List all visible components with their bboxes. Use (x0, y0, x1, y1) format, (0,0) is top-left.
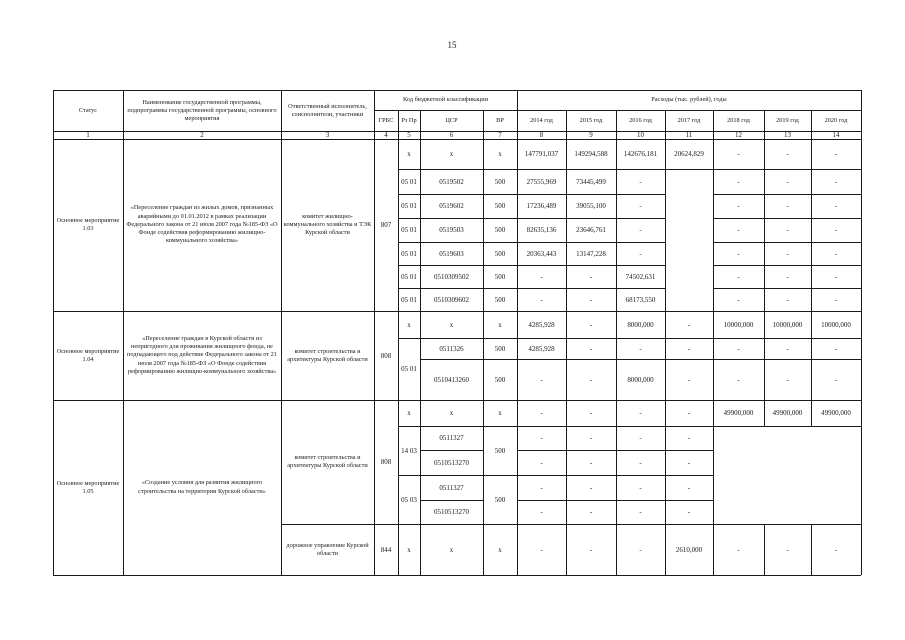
table-cell-amount: - (540, 458, 543, 467)
table-cell-vr: 500 (494, 495, 506, 504)
table-vline (764, 524, 765, 575)
table-vline (811, 400, 812, 426)
table-hline (398, 194, 665, 195)
table-cell-csr: 0510413260 (434, 375, 469, 384)
table-cell-rzpr: 05 01 (401, 295, 417, 304)
table-cell-rzpr: 05 01 (401, 226, 417, 234)
header-budget-code: Код бюджетной классификации (403, 96, 488, 103)
table-cell-amount: - (786, 545, 789, 554)
table-cell-amount: 4285,928 (528, 344, 555, 353)
column-number: 5 (407, 131, 411, 139)
table-cell-amount: - (540, 375, 543, 384)
column-number: 14 (832, 131, 840, 139)
table-cell-amount: - (589, 545, 593, 554)
column-number: 9 (589, 131, 593, 139)
table-cell-amount: - (737, 295, 740, 304)
table-cell-amount: 149294,588 (574, 150, 608, 158)
table-cell-amount: - (589, 344, 593, 353)
table-cell-amount: - (737, 202, 740, 210)
table-cell-amount: 2610,000 (675, 545, 703, 554)
header-name: Наименование государственной программы, подпрограммы государственной программы, основного мероприятия (127, 98, 277, 122)
table-vline (616, 139, 617, 311)
event-grbs: 807 (380, 221, 392, 229)
event-responsible: комитет жилищно-коммунального хозяйства и ТЭК Курской области (283, 213, 372, 236)
table-cell-amount: 73445,499 (576, 177, 606, 186)
table-cell-rzpr: 05 03 (401, 495, 417, 504)
table-hline (420, 359, 861, 360)
table-vline (616, 400, 617, 575)
table-cell-amount: - (834, 150, 838, 158)
table-cell-csr: 0519602 (439, 202, 464, 210)
table-vline (483, 311, 484, 400)
table-vline (616, 311, 617, 400)
table-vline (281, 139, 282, 575)
table-cell-amount: 20624,829 (674, 150, 704, 158)
table-cell-amount: - (737, 150, 740, 158)
table-cell-amount: 142676,181 (623, 150, 658, 158)
table-cell-rzpr: 05 01 (401, 249, 417, 258)
table-hline (713, 169, 861, 170)
header-rzpr: Рз Пр (401, 116, 417, 124)
table-cell-amount: 10000,000 (772, 320, 803, 329)
table-vline (517, 139, 518, 311)
table-cell-amount: - (786, 295, 789, 304)
table-cell-amount: - (737, 226, 740, 234)
table-cell-rzpr: 14 03 (401, 446, 417, 455)
table-hline (398, 169, 665, 170)
table-vline (420, 400, 421, 575)
table-cell-amount: 8000,000 (627, 320, 654, 329)
table-hline (517, 450, 713, 451)
table-cell-amount: - (639, 177, 642, 186)
table-cell-amount: - (786, 202, 789, 210)
event-responsible: комитет строительства и архитектуры Курской области (287, 454, 368, 469)
header-year-2019: 2019 год (776, 116, 799, 124)
header-expenses: Расходы (тыс. рублей), годы (651, 96, 727, 103)
page-number: 15 (447, 40, 457, 50)
table-cell-amount: - (687, 344, 691, 353)
table-vline (566, 110, 567, 139)
table-cell-amount: - (589, 375, 593, 384)
table-vline (53, 90, 54, 139)
table-vline (483, 110, 484, 139)
table-cell-csr: х (449, 409, 454, 417)
table-cell-amount: - (786, 249, 789, 258)
table-cell-amount: - (589, 272, 593, 281)
table-vline (517, 90, 518, 139)
column-number: 8 (539, 131, 544, 139)
table-cell-amount: 68173,550 (625, 295, 656, 304)
table-vline (420, 311, 421, 400)
table-cell-amount: 23646,761 (576, 226, 606, 234)
table-cell-rzpr: 05 01 (401, 177, 417, 186)
table-cell-amount: 10000,000 (723, 320, 754, 329)
event-status: Основное мероприятие 1.04 (56, 347, 120, 363)
table-cell-amount: - (834, 202, 838, 210)
table-cell-csr: х (449, 320, 454, 329)
table-vline (861, 90, 862, 139)
table-cell-amount: - (737, 272, 740, 281)
table-cell-vr: 500 (494, 446, 506, 455)
table-vline (517, 400, 518, 575)
table-cell-rzpr: х (407, 545, 411, 554)
table-vline (665, 400, 666, 575)
table-cell-csr: х (449, 150, 454, 158)
table-vline (665, 311, 666, 400)
table-cell-amount: 49900,000 (772, 409, 803, 417)
column-number: 10 (637, 131, 644, 139)
table-vline (764, 139, 765, 311)
table-cell-amount: - (589, 320, 593, 329)
table-vline (374, 90, 375, 139)
table-hline (420, 338, 861, 339)
table-cell-amount: 39055,100 (576, 202, 606, 210)
table-vline (811, 139, 812, 311)
table-cell-amount: - (589, 295, 593, 304)
table-vline (374, 139, 375, 575)
event-grbs: 808 (380, 351, 392, 360)
table-vline (398, 110, 399, 139)
table-vline (713, 400, 714, 575)
table-hline (517, 500, 713, 501)
table-vline (811, 311, 812, 400)
table-cell-csr: 0511326 (439, 344, 464, 353)
table-cell-rzpr: х (407, 150, 411, 158)
table-vline (811, 110, 812, 139)
table-cell-amount: - (540, 295, 543, 304)
table-cell-amount: - (786, 150, 789, 158)
table-cell-amount: - (639, 434, 642, 442)
column-number: 7 (498, 131, 502, 139)
table-vline (861, 139, 862, 575)
table-cell-amount: - (834, 177, 838, 186)
table-cell-amount: 82635,136 (526, 226, 557, 234)
table-cell-amount: - (540, 409, 543, 417)
table-cell-rzpr: 05 01 (401, 365, 417, 373)
table-hline (713, 288, 861, 289)
table-vline (398, 400, 399, 575)
column-number: 2 (200, 131, 204, 139)
table-cell-amount: 4285,928 (528, 320, 555, 329)
table-cell-amount: - (589, 434, 593, 442)
table-cell-csr: 0519503 (439, 226, 464, 234)
table-cell-vr: х (498, 320, 502, 329)
table-vline (420, 139, 421, 311)
table-vline (398, 311, 399, 400)
table-cell-amount: - (589, 409, 593, 417)
table-hline (420, 450, 483, 451)
table-vline (713, 311, 714, 400)
table-cell-amount: - (687, 320, 691, 329)
table-vline (398, 139, 399, 311)
table-hline (398, 265, 665, 266)
table-cell-vr: 500 (494, 272, 506, 281)
table-cell-csr: 0511327 (439, 483, 464, 492)
table-hline (398, 242, 665, 243)
table-cell-amount: - (786, 375, 789, 384)
table-cell-amount: - (834, 295, 838, 304)
table-cell-amount: - (687, 375, 691, 384)
table-cell-amount: - (834, 375, 838, 384)
table-cell-amount: - (737, 177, 740, 186)
table-cell-amount: - (687, 409, 691, 417)
table-cell-amount: - (540, 434, 543, 442)
table-hline (420, 500, 483, 501)
header-year-2014: 2014 год (530, 116, 553, 124)
table-cell-amount: 20363,443 (526, 249, 557, 258)
table-cell-amount: 49900,000 (821, 409, 851, 417)
table-cell-amount: - (589, 458, 593, 467)
header-year-2015: 2015 год (579, 116, 603, 124)
table-vline (566, 139, 567, 311)
table-cell-amount: - (540, 483, 543, 492)
table-cell-amount: - (589, 483, 593, 492)
table-cell-amount: 49900,000 (723, 409, 754, 417)
table-vline (665, 139, 666, 311)
table-cell-csr: х (449, 545, 454, 554)
header-responsible: Ответственный исполнитель, соисполнители, участники (288, 102, 367, 118)
table-cell-csr: 0519502 (439, 177, 464, 186)
column-number: 6 (449, 131, 454, 139)
event-status: Основное мероприятие 1.05 (56, 479, 120, 495)
table-cell-amount: 17236,489 (526, 202, 557, 210)
table-cell-csr: 0510513270 (434, 458, 469, 467)
table-cell-amount: - (687, 434, 691, 442)
table-cell-vr: х (498, 409, 502, 417)
table-cell-amount: - (687, 458, 691, 467)
table-hline (398, 288, 665, 289)
event-responsible: комитет строительства и архитектуры Курской области (287, 347, 368, 363)
table-cell-vr: 500 (494, 226, 506, 234)
table-cell-amount: - (737, 545, 740, 554)
table-vline (53, 139, 54, 575)
column-number: 12 (735, 131, 742, 139)
table-cell-amount: - (786, 344, 789, 353)
table-cell-amount: - (737, 375, 740, 384)
table-cell-rzpr: 05 01 (401, 272, 417, 281)
table-vline (566, 400, 567, 575)
table-cell-amount: - (589, 508, 593, 516)
table-cell-vr: 500 (494, 249, 506, 258)
header-csr: ЦСР (445, 116, 458, 124)
table-cell-amount: - (639, 545, 642, 554)
table-cell-amount: 10000,000 (821, 320, 851, 329)
table-cell-amount: - (834, 344, 838, 353)
column-number: 11 (685, 131, 693, 139)
table-cell-amount: - (639, 508, 642, 516)
table-vline (517, 311, 518, 400)
table-cell-amount: - (834, 272, 838, 281)
event-name: «Переселение граждан из жилых домов, признанных аварийными до 01.01.2012 в рамках реализации Федерального закона от 21 июля 2007 года №185-ФЗ «О Фонде содействия реформированию жилищно-коммунального хозяйства» (126, 204, 278, 245)
table-cell-rzpr: 05 01 (401, 202, 417, 210)
table-vline (420, 110, 421, 139)
table-cell-amount: - (737, 344, 740, 353)
table-cell-amount: - (786, 226, 789, 234)
table-vline (123, 139, 124, 575)
table-cell-amount: - (639, 458, 642, 467)
table-vline (764, 311, 765, 400)
table-vline (483, 139, 484, 311)
table-vline (123, 90, 124, 139)
event-grbs: 808 (380, 458, 392, 466)
table-cell-amount: - (687, 483, 691, 492)
table-cell-amount: - (786, 272, 789, 281)
table-hline (713, 218, 861, 219)
table-cell-amount: - (737, 249, 740, 258)
table-vline (566, 311, 567, 400)
event-status: Основное мероприятие 1.03 (56, 217, 120, 232)
table-cell-vr: 500 (494, 202, 506, 210)
table-vline (713, 110, 714, 139)
table-cell-amount: - (639, 202, 642, 210)
table-cell-vr: х (498, 150, 502, 158)
table-hline (713, 242, 861, 243)
table-cell-vr: 500 (494, 375, 506, 384)
table-vline (616, 110, 617, 139)
table-cell-vr: 500 (494, 295, 506, 304)
column-number: 13 (784, 131, 791, 139)
event-name: «Создание условия для развития жилищного строительства на территории Курской области» (138, 479, 266, 495)
header-year-2020: 2020 год (824, 116, 848, 124)
table-cell-rzpr: х (407, 409, 411, 417)
table-cell-vr: 500 (494, 177, 506, 186)
table-cell-amount: - (786, 177, 789, 186)
table-cell-amount: - (639, 344, 642, 353)
table-cell-amount: - (540, 272, 543, 281)
table-vline (483, 400, 484, 575)
table-cell-csr: 0510309502 (434, 272, 469, 281)
column-number: 1 (86, 131, 90, 139)
table-hline (665, 169, 713, 170)
table-cell-amount: 27555,969 (526, 177, 557, 186)
table-cell-csr: 0510513270 (434, 508, 469, 516)
header-status: Статус (78, 106, 98, 114)
event-responsible: дорожное управление Курской области (286, 541, 369, 557)
header-grbs: ГРБС (378, 116, 394, 124)
header-year-2017: 2017 год (677, 116, 701, 124)
table-hline (713, 194, 861, 195)
table-vline (764, 110, 765, 139)
table-cell-amount: 74502,631 (625, 272, 656, 281)
table-cell-amount: - (639, 483, 642, 492)
table-cell-amount: - (639, 226, 642, 234)
table-cell-amount: 13147,228 (576, 249, 606, 258)
table-cell-csr: 0510309602 (434, 295, 469, 304)
column-number: 3 (325, 131, 330, 139)
header-vr: ВР (496, 116, 504, 124)
table-vline (764, 400, 765, 426)
table-cell-amount: - (834, 249, 838, 258)
table-vline (713, 139, 714, 311)
table-cell-amount: - (639, 409, 642, 417)
table-hline (53, 575, 861, 576)
table-vline (281, 90, 282, 139)
table-vline (811, 524, 812, 575)
header-year-2016: 2016 год (629, 116, 652, 124)
column-number: 4 (384, 131, 388, 139)
table-cell-amount: - (687, 508, 691, 516)
event-name: «Переселение граждан в Курской области из непригодного для проживания жилищного фонда, не подпадающего под действие Федерального закона от 21 июля 2007 года №185-ФЗ «О Фонде содействия реформированию жилищно-коммунального хозяйства» (127, 334, 277, 375)
table-cell-amount: - (834, 545, 838, 554)
table-hline (398, 338, 420, 339)
table-cell-amount: - (639, 249, 642, 258)
table-cell-amount: 147791,037 (524, 150, 559, 158)
table-cell-rzpr: х (407, 320, 411, 329)
table-cell-amount: 8000,000 (627, 375, 654, 384)
table-cell-csr: 0519603 (439, 249, 464, 258)
table-cell-vr: 500 (494, 344, 506, 353)
event-grbs: 844 (380, 545, 392, 554)
table-cell-csr: 0511327 (439, 434, 464, 442)
table-vline (665, 110, 666, 139)
header-year-2018: 2018 год (727, 116, 750, 124)
table-cell-vr: х (498, 545, 502, 554)
table-cell-amount: - (540, 508, 543, 516)
table-hline (713, 265, 861, 266)
table-cell-amount: - (540, 545, 543, 554)
table-cell-amount: - (834, 226, 838, 234)
table-hline (398, 218, 665, 219)
